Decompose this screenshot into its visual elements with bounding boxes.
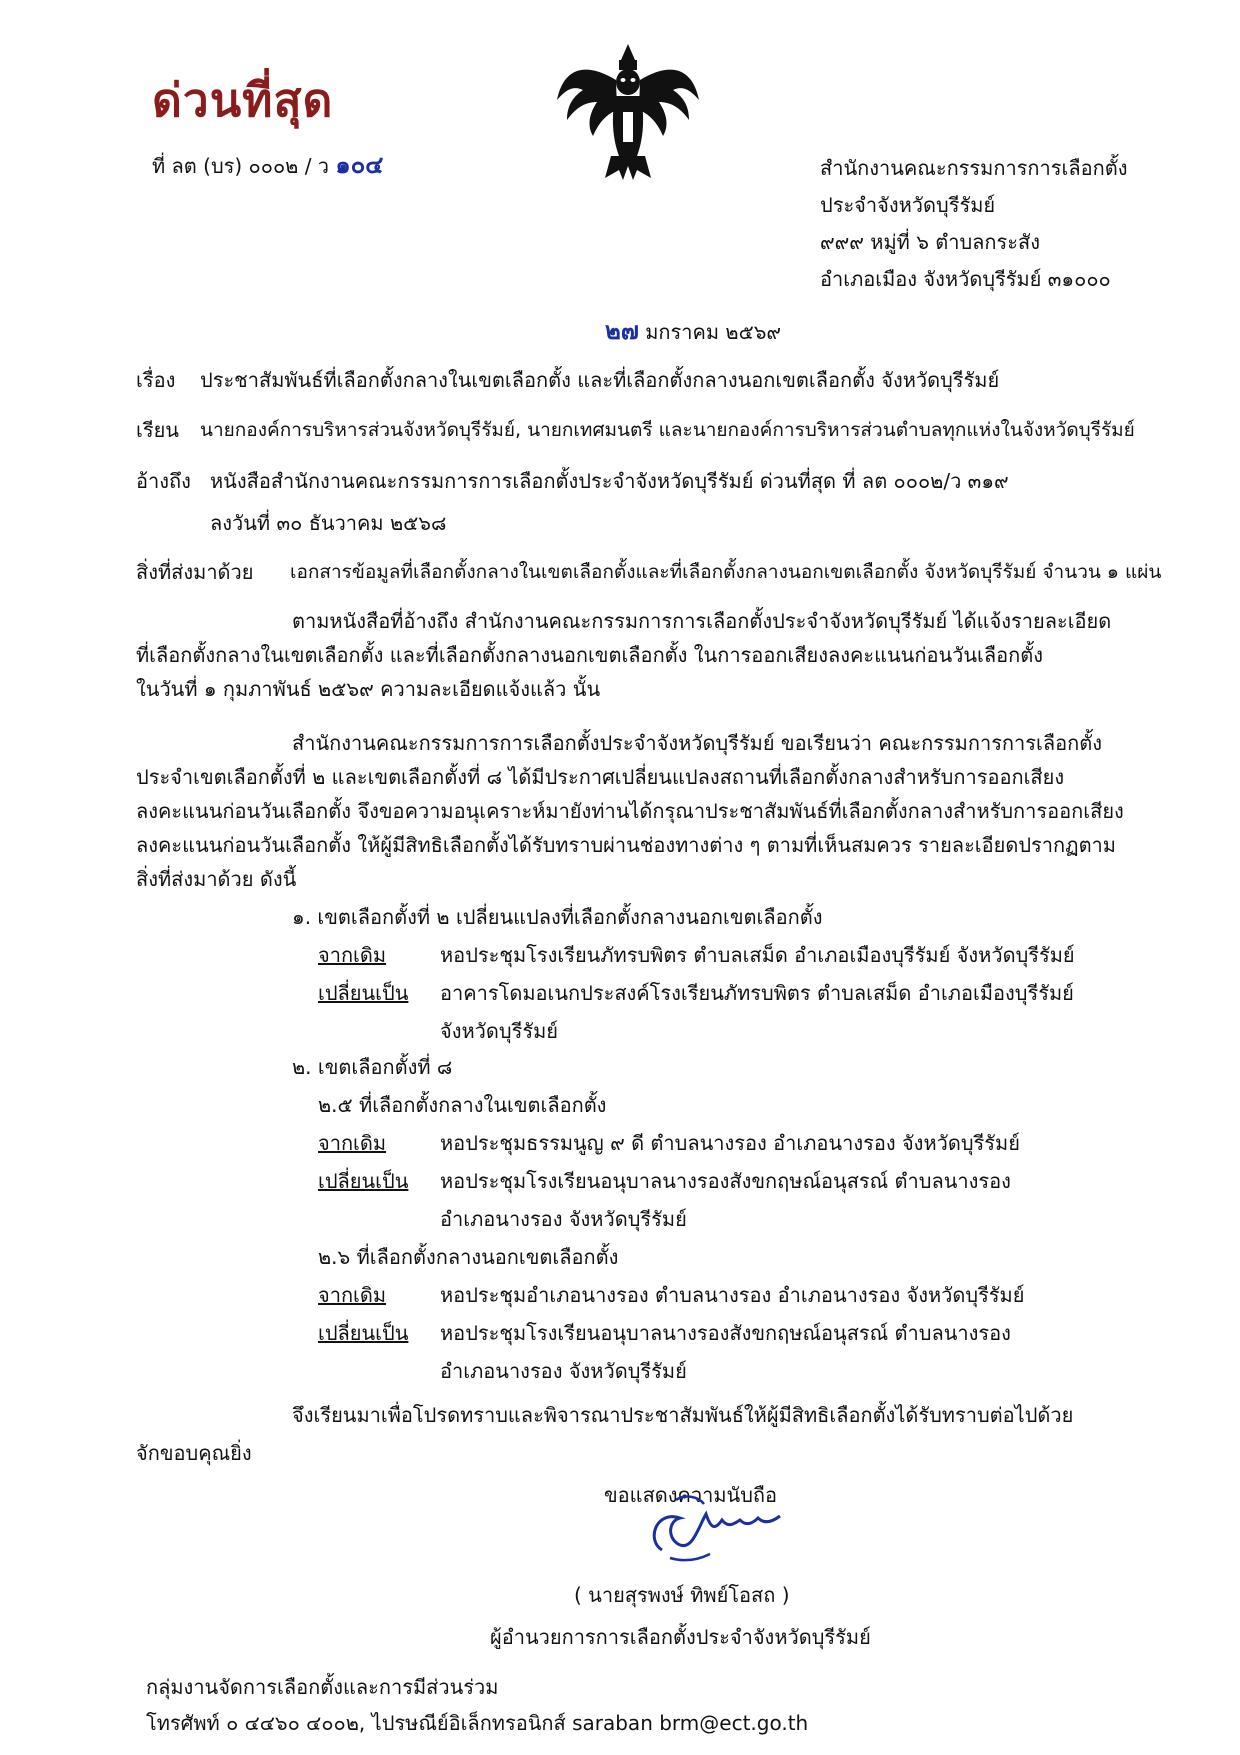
- item25-to-text-1: หอประชุมโรงเรียนอนุบาลนางรองสังขกฤษณ์อนุสรณ์ ตำบลนางรอง: [440, 1169, 1011, 1193]
- item1-from-label: จากเดิม: [318, 943, 387, 967]
- item26-title: ๒.๖ ที่เลือกตั้งกลางนอกเขตเลือกตั้ง: [318, 1245, 619, 1269]
- date-month-year: มกราคม ๒๕๖๙: [645, 320, 782, 344]
- to-label: เรียน: [136, 418, 179, 442]
- para1-line: ในวันที่ ๑ กุมภาพันธ์ ๒๕๖๙ ความละเอียดแจ้งแล้ว นั้น: [136, 677, 601, 701]
- item25-from-label: จากเดิม: [318, 1131, 387, 1155]
- office-line: ๙๙๙ หมู่ที่ ๖ ตำบลกระสัง: [820, 230, 1040, 254]
- item26-from-text: หอประชุมอำเภอนางรอง ตำบลนางรอง อำเภอนางรอง จังหวัดบุรีรัมย์: [440, 1283, 1025, 1307]
- footer-contact: โทรศัพท์ ๐ ๔๔๖๐ ๔๐๐๒, ไปรษณีย์อิเล็กทรอนิกส์ saraban brm@ect.go.th: [146, 1711, 809, 1735]
- office-address: [820, 150, 1127, 298]
- item25-from-text: หอประชุมธรรมนูญ ๙ ดี ตำบลนางรอง อำเภอนางรอง จังหวัดบุรีรัมย์: [440, 1131, 1020, 1155]
- enclosure-text: เอกสารข้อมูลที่เลือกตั้งกลางในเขตเลือกตั้งและที่เลือกตั้งกลางนอกเขตเลือกตั้ง จังหวัดบุรีรัมย์ จำนวน ๑ แผ่น: [290, 561, 1162, 583]
- item1-title: ๑. เขตเลือกตั้งที่ ๒ เปลี่ยนแปลงที่เลือกตั้งกลางนอกเขตเลือกตั้ง: [292, 905, 823, 929]
- garuda-emblem-icon: [553, 40, 703, 188]
- office-line: ประจำจังหวัดบุรีรัมย์: [820, 193, 996, 217]
- item25-to-label: เปลี่ยนเป็น: [318, 1169, 409, 1193]
- reference-number: [152, 150, 383, 181]
- office-line: อำเภอเมือง จังหวัดบุรีรัมย์ ๓๑๐๐๐: [820, 267, 1111, 291]
- para2-line: สิ่งที่ส่งมาด้วย ดังนี้: [136, 867, 297, 891]
- item1-to-label: เปลี่ยนเป็น: [318, 981, 409, 1005]
- subject-label: เรื่อง: [136, 368, 176, 392]
- item26-to-label: เปลี่ยนเป็น: [318, 1321, 409, 1345]
- ref-text-2: ลงวันที่ ๓๐ ธันวาคม ๒๕๖๘: [210, 511, 447, 535]
- enclosure-label: สิ่งที่ส่งมาด้วย: [136, 560, 254, 584]
- closing-line-2: จักขอบคุณยิ่ง: [136, 1441, 252, 1465]
- item1-from-text: หอประชุมโรงเรียนภัทรบพิตร ตำบลเสม็ด อำเภอเมืองบุรีรัมย์ จังหวัดบุรีรัมย์: [440, 943, 1075, 967]
- para2-line: ประจำเขตเลือกตั้งที่ ๒ และเขตเลือกตั้งที่ ๘ ได้มีประกาศเปลี่ยนแปลงสถานที่เลือกตั้งกลางสำหรับการออกเสียง: [136, 765, 1065, 789]
- ref-label: อ้างถึง: [136, 469, 191, 493]
- ref-text-1: หนังสือสำนักงานคณะกรรมการการเลือกตั้งประจำจังหวัดบุรีรัมย์ ด่วนที่สุด ที่ ลต ๐๐๐๒/ว ๓๑๙: [210, 469, 1009, 493]
- reference-number-prefix: ที่ ลต (บร) ๐๐๐๒ / ว: [152, 154, 330, 178]
- item1-to-text-2: จังหวัดบุรีรัมย์: [440, 1019, 558, 1043]
- item25-to-text-2: อำเภอนางรอง จังหวัดบุรีรัมย์: [440, 1207, 687, 1231]
- signatory-name: ( นายสุรพงษ์ ทิพย์โอสถ ): [574, 1583, 790, 1607]
- signatory-position: ผู้อำนวยการการเลือกตั้งประจำจังหวัดบุรีรัมย์: [490, 1625, 871, 1649]
- footer-unit: กลุ่มงานจัดการเลือกตั้งและการมีส่วนร่วม: [146, 1675, 499, 1699]
- para2-line: สำนักงานคณะกรรมการการเลือกตั้งประจำจังหวัดบุรีรัมย์ ขอเรียนว่า คณะกรรมการการเลือกตั้ง: [292, 731, 1102, 755]
- item25-title: ๒.๕ ที่เลือกตั้งกลางในเขตเลือกตั้ง: [318, 1093, 607, 1117]
- para2-line: ลงคะแนนก่อนวันเลือกตั้ง ให้ผู้มีสิทธิเลือกตั้งได้รับทราบผ่านช่องทางต่าง ๆ ตามที่เห็นสมควร รายละเอียดปรากฏตาม: [136, 833, 1116, 857]
- para2-line: ลงคะแนนก่อนวันเลือกตั้ง จึงขอความอนุเคราะห์มายังท่านได้กรุณาประชาสัมพันธ์ที่เลือกตั้งกลางสำหรับการออกเสียง: [136, 799, 1124, 823]
- letter-date: [605, 316, 781, 347]
- regards-text: ขอแสดงความนับถือ: [604, 1483, 778, 1507]
- para1-line: ที่เลือกตั้งกลางในเขตเลือกตั้ง และที่เลือกตั้งกลางนอกเขตเลือกตั้ง ในการออกเสียงลงคะแนนก่อนวันเลือกตั้ง: [136, 643, 1044, 667]
- office-line: สำนักงานคณะกรรมการการเลือกตั้ง: [820, 156, 1128, 180]
- para1-line: ตามหนังสือที่อ้างถึง สำนักงานคณะกรรมการการเลือกตั้งประจำจังหวัดบุรีรัมย์ ได้แจ้งรายละเอียด: [292, 609, 1112, 633]
- closing-line-1: จึงเรียนมาเพื่อโปรดทราบและพิจารณาประชาสัมพันธ์ให้ผู้มีสิทธิเลือกตั้งได้รับทราบต่อไปด้วย: [292, 1403, 1074, 1427]
- subject-text: ประชาสัมพันธ์ที่เลือกตั้งกลางในเขตเลือกตั้ง และที่เลือกตั้งกลางนอกเขตเลือกตั้ง จังหวัดบุรีรัมย์: [200, 368, 1000, 392]
- date-day-handwritten: ๒๗: [605, 317, 639, 345]
- reference-number-handwritten: ๑๐๔: [335, 151, 384, 179]
- urgency-stamp: ด่วนที่สุด: [152, 73, 334, 127]
- to-text: นายกองค์การบริหารส่วนจังหวัดบุรีรัมย์, นายกเทศมนตรี และนายกองค์การบริหารส่วนตำบลทุกแห่งในจังหวัดบุรีรัมย์: [200, 419, 1135, 441]
- item26-to-text-2: อำเภอนางรอง จังหวัดบุรีรัมย์: [440, 1359, 687, 1383]
- item1-to-text-1: อาคารโดมอเนกประสงค์โรงเรียนภัทรบพิตร ตำบลเสม็ด อำเภอเมืองบุรีรัมย์: [440, 981, 1074, 1005]
- item26-to-text-1: หอประชุมโรงเรียนอนุบาลนางรองสังขกฤษณ์อนุสรณ์ ตำบลนางรอง: [440, 1321, 1011, 1345]
- signature-scribble: [640, 1480, 790, 1570]
- item2-title: ๒. เขตเลือกตั้งที่ ๘: [292, 1055, 453, 1079]
- item26-from-label: จากเดิม: [318, 1283, 387, 1307]
